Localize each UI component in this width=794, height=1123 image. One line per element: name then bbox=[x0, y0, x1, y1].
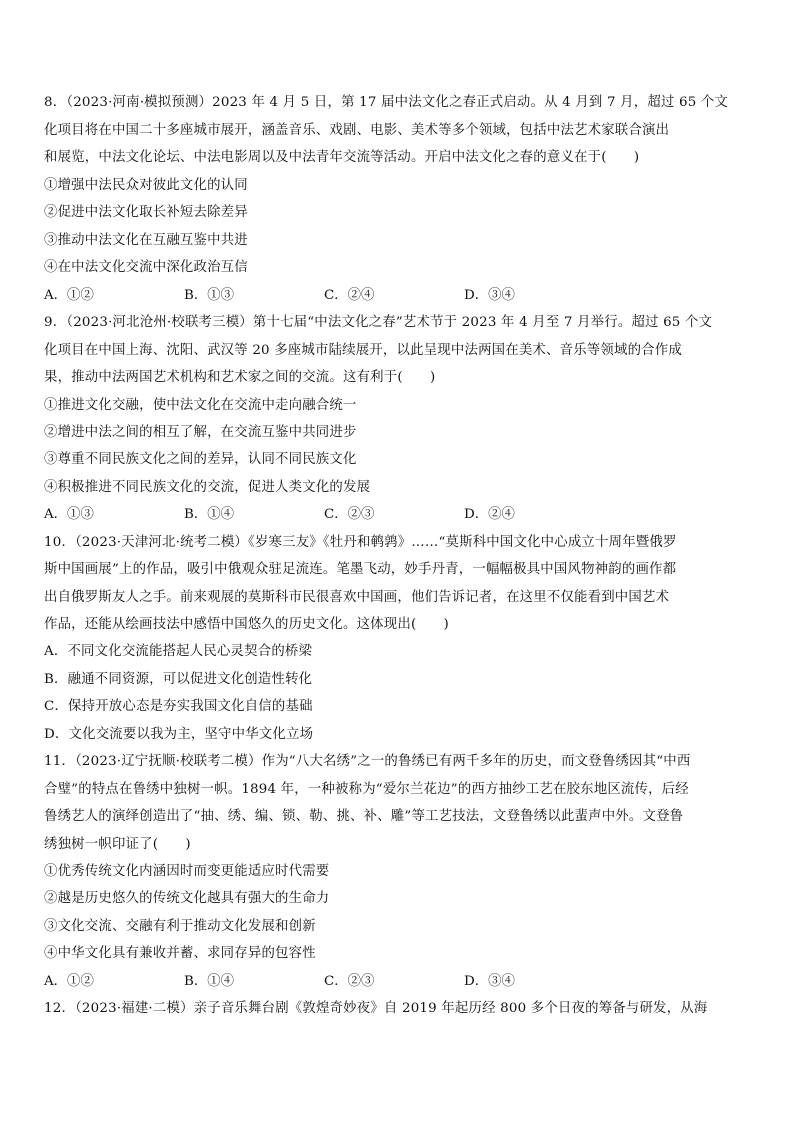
q9-item-3: ③尊重不同民族文化之间的差异，认同不同民族文化 bbox=[44, 452, 357, 467]
q8-stem-line-1: 8．（2023·河南·模拟预测）2023 年 4 月 5 日，第 17 届中法文化之春正式启动。从 4 月到 7 月，超过 65 个文 bbox=[44, 95, 729, 110]
q11-item-4: ④中华文化具有兼收并蓄、求同存异的包容性 bbox=[44, 946, 316, 961]
q9-option-d[interactable]: D．②④ bbox=[464, 507, 515, 522]
q8-option-b[interactable]: B．①③ bbox=[184, 288, 235, 303]
q11-option-d[interactable]: D．③④ bbox=[464, 974, 515, 989]
q9-item-4: ④积极推进不同民族文化的交流，促进人类文化的发展 bbox=[44, 480, 371, 495]
q11-stem-line-2: 合璧”的特点在鲁绣中独树一帜。1894 年，一种被称为“爱尔兰花边”的西方抽纱工艺在胶东地区流传，后经 bbox=[44, 782, 689, 797]
q9-stem-line-2: 化项目在中国上海、沈阳、武汉等 20 多座城市陆续展开，以此呈现中法两国在美术、音乐等领域的合作成 bbox=[44, 343, 682, 358]
q11-item-3: ③文化交流、交融有利于推动文化发展和创新 bbox=[44, 919, 316, 934]
q8-item-1: ①增强中法民众对彼此文化的认同 bbox=[44, 178, 248, 193]
q10-option-a[interactable]: A．不同文化交流能搭起人民心灵契合的桥梁 bbox=[44, 644, 313, 659]
q10-stem-line-4: 作品，还能从绘画技法中感悟中国悠久的历史文化。这体现出( ) bbox=[44, 617, 449, 632]
q8-item-4: ④在中法文化交流中深化政治互信 bbox=[44, 260, 248, 275]
q11-item-2: ②越是历史悠久的传统文化越具有强大的生命力 bbox=[44, 891, 330, 906]
q9-stem-line-1: 9．（2023·河北沧州·校联考三模）第十七届“中法文化之春”艺术节于 2023 年 4 月至 7 月举行。超过 65 个文 bbox=[44, 315, 713, 330]
q10-stem-line-1: 10．（2023·天津河北·统考二模）《岁寒三友》《牡丹和鹌鹑》……“莫斯科中国文化中心成立十周年暨俄罗 bbox=[44, 535, 677, 550]
q11-option-b[interactable]: B．①④ bbox=[184, 974, 235, 989]
q8-item-2: ②促进中法文化取长补短去除差异 bbox=[44, 205, 248, 220]
q10-option-d[interactable]: D．文化交流要以我为主，坚守中华文化立场 bbox=[44, 727, 314, 742]
q10-option-c[interactable]: C．保持开放心态是夯实我国文化自信的基础 bbox=[44, 699, 313, 714]
q8-option-d[interactable]: D．③④ bbox=[464, 288, 515, 303]
q10-stem-line-3: 出自俄罗斯友人之手。前来观展的莫斯科市民很喜欢中国画，他们告诉记者，在这里不仅能看到中国艺术 bbox=[44, 590, 670, 605]
q11-option-a[interactable]: A．①② bbox=[44, 974, 94, 989]
q10-option-b[interactable]: B．融通不同资源，可以促进文化创造性转化 bbox=[44, 672, 313, 687]
q11-stem-line-4: 绣独树一帜印证了( ) bbox=[44, 837, 191, 852]
q11-stem-line-1: 11．（2023·辽宁抚顺·校联考二模）作为“八大名绣”之一的鲁绣已有两千多年的历史，而文登鲁绣因其“中西 bbox=[44, 754, 691, 769]
q8-option-c[interactable]: C．②④ bbox=[324, 288, 375, 303]
q11-stem-line-3: 鲁绣艺人的演绎创造出了“抽、绣、编、锁、勒、挑、补、雕”等工艺技法，文登鲁绣以此蜚声中外。文登鲁 bbox=[44, 809, 684, 824]
q9-option-a[interactable]: A．①③ bbox=[44, 507, 94, 522]
q8-stem-line-2: 化项目将在中国二十多座城市展开，涵盖音乐、戏剧、电影、美术等多个领域，包括中法艺术家联合演出 bbox=[44, 123, 670, 138]
q9-option-c[interactable]: C．②③ bbox=[324, 507, 375, 522]
q11-options bbox=[44, 973, 664, 991]
q9-item-1: ①推进文化交融，使中法文化在交流中走向融合统一 bbox=[44, 398, 357, 413]
q12-stem-line-1: 12．（2023·福建·二模）亲子音乐舞台剧《敦煌奇妙夜》自 2019 年起历经 800 多个日夜的筹备与研发，从海 bbox=[44, 1001, 708, 1016]
q9-options bbox=[44, 506, 664, 524]
q11-item-1: ①优秀传统文化内涵因时而变更能适应时代需要 bbox=[44, 864, 330, 879]
q8-item-3: ③推动中法文化在互融互鉴中共进 bbox=[44, 233, 248, 248]
q9-option-b[interactable]: B．①④ bbox=[184, 507, 235, 522]
q9-stem-line-3: 果，推动中法两国艺术机构和艺术家之间的交流。这有利于( ) bbox=[44, 370, 436, 385]
q10-stem-line-2: 斯中国画展”上的作品，吸引中俄观众驻足流连。笔墨飞动，妙手丹青，一幅幅极具中国风物神韵的画作都 bbox=[44, 562, 677, 577]
q8-options bbox=[44, 287, 664, 305]
q8-stem-line-3: 和展览，中法文化论坛、中法电影周以及中法青年交流等活动。开启中法文化之春的意义在于( ) bbox=[44, 150, 640, 165]
q9-item-2: ②增进中法之间的相互了解，在交流互鉴中共同进步 bbox=[44, 425, 357, 440]
q8-option-a[interactable]: A．①② bbox=[44, 288, 94, 303]
q11-option-c[interactable]: C．②③ bbox=[324, 974, 375, 989]
